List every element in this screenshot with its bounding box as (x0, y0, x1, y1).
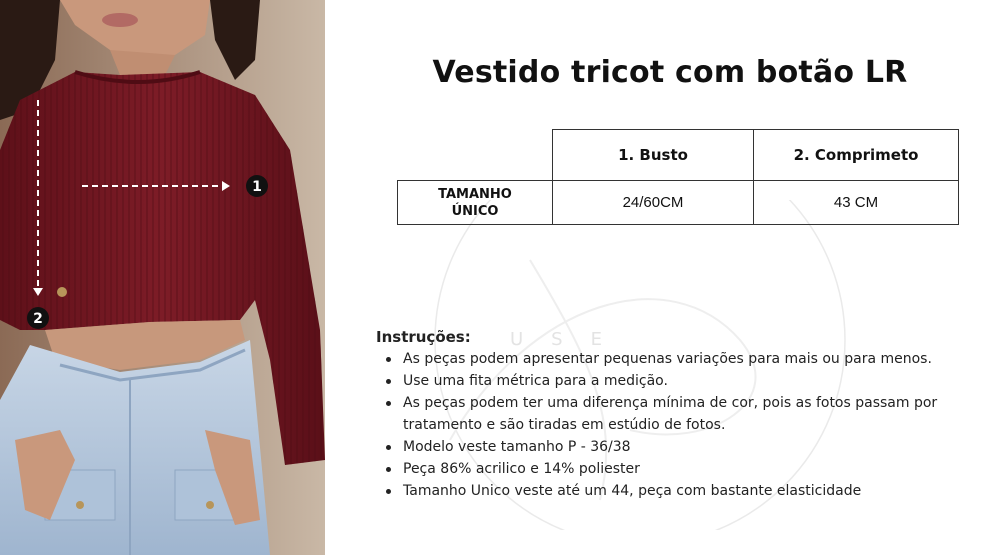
instructions-section (376, 328, 976, 502)
size-table-corner (398, 130, 553, 181)
size-table (397, 129, 959, 225)
size-label (398, 181, 553, 225)
instructions-list (376, 348, 976, 502)
header-comprimento: 2. Comprimeto (754, 130, 959, 181)
marker-2: 2 (33, 311, 43, 327)
list-item: Peça 86% acrilico e 14% poliester (376, 458, 976, 480)
marker-1: 1 (252, 179, 262, 195)
comprimento-value: 43 CM (754, 181, 959, 225)
list-item: Tamanho Unico veste até um 44, peça com bastante elasticidade (376, 480, 976, 502)
busto-value: 24/60CM (553, 181, 754, 225)
instructions-title: Instruções: (376, 328, 471, 346)
product-title: Vestido tricot com botão LR (432, 55, 908, 90)
product-photo (0, 0, 325, 555)
table-row (398, 181, 959, 225)
model-illustration (0, 0, 325, 555)
list-item: As peças podem apresentar pequenas variações para mais ou para menos. (376, 348, 976, 370)
list-item: Use uma fita métrica para a medição. (376, 370, 976, 392)
button-detail (57, 287, 67, 297)
size-table-header-row (398, 130, 959, 181)
list-item: Modelo veste tamanho P - 36/38 (376, 436, 976, 458)
watermark-text: USE (510, 329, 630, 350)
list-item: As peças podem ter uma diferença mínima de cor, pois as fotos passam por tratamento e são tiradas em estúdio de fotos. (376, 392, 976, 436)
header-busto: 1. Busto (553, 130, 754, 181)
size-label-text: TAMANHO ÚNICO (438, 186, 512, 219)
